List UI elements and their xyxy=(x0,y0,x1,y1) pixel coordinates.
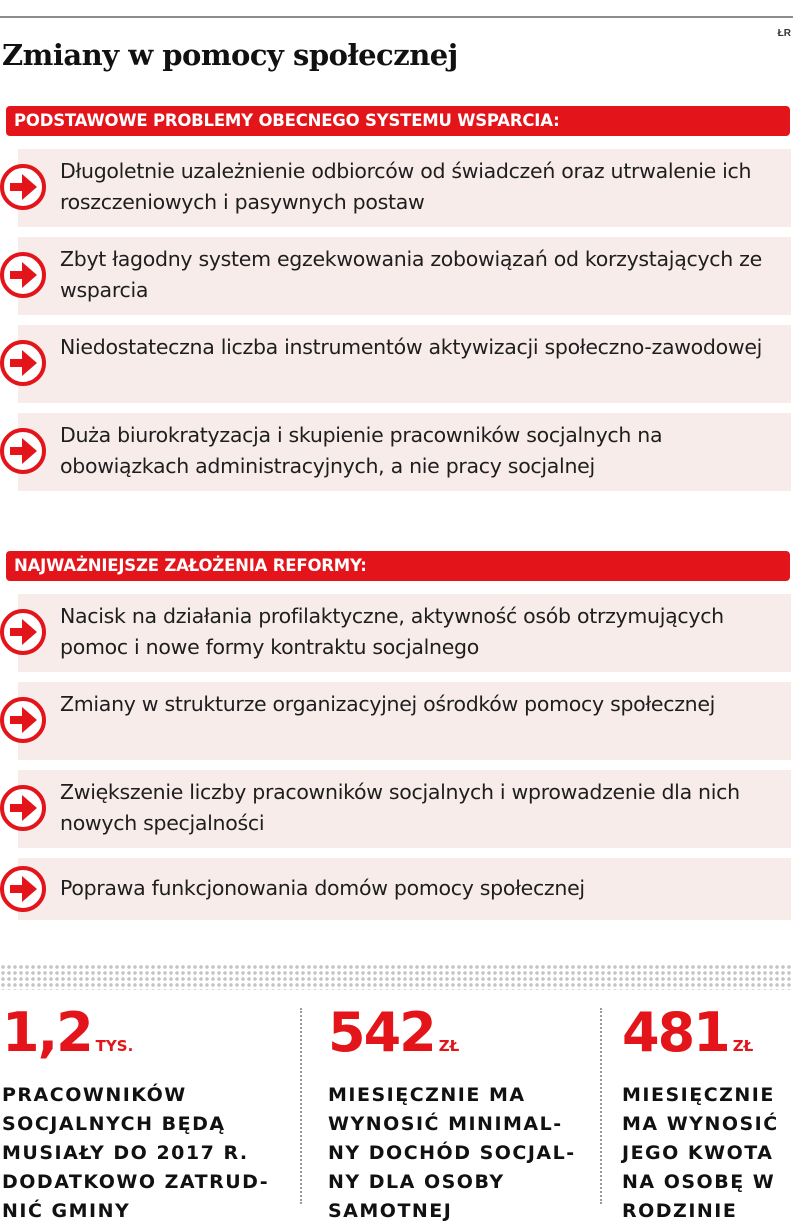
section-header-problems: PODSTAWOWE PROBLEMY OBECNEGO SYSTEMU WSPARCIA: xyxy=(6,106,790,136)
dotted-separator xyxy=(0,964,793,990)
item-text: Duża biurokratyzacja i skupienie pracowników socjalnych na obowiązkach administracyjnych, a nie pracy socjalnej xyxy=(60,423,663,478)
problem-item xyxy=(0,237,795,315)
arrow-right-icon xyxy=(0,252,46,298)
problem-item xyxy=(0,413,795,491)
stat-description: PRACOWNIKÓW SOCJALNYCH BĘDĄ MUSIAŁY DO 2017 R. DODATKOWO ZATRUD-NIĆ GMINY xyxy=(2,1084,270,1222)
stat-value-line xyxy=(2,1002,292,1077)
column-divider xyxy=(600,1008,602,1204)
arrow-right-icon xyxy=(0,785,46,831)
problem-item xyxy=(0,149,795,227)
stat-workers xyxy=(2,1002,292,1226)
reform-item xyxy=(0,682,795,760)
reform-item xyxy=(0,594,795,672)
section-header-reform: NAJWAŻNIEJSZE ZAŁOŻENIA REFORMY: xyxy=(6,551,790,581)
author-credit: ŁR xyxy=(777,28,791,39)
item-text: Zmiany w strukturze organizacyjnej ośrodków pomocy społecznej xyxy=(60,692,716,716)
problem-item xyxy=(0,325,795,403)
stat-value: 542 xyxy=(328,1001,435,1064)
stat-value: 481 xyxy=(622,1001,729,1064)
stat-unit: ZŁ xyxy=(438,1037,460,1055)
stat-unit: ZŁ xyxy=(732,1037,754,1055)
stat-value-line xyxy=(328,1002,590,1077)
item-text: Długoletnie uzależnienie odbiorców od świadczeń oraz utrwalenie ich roszczeniowych i pasywnych postaw xyxy=(60,159,752,214)
stat-min-income xyxy=(328,1002,590,1226)
page-title: Zmiany w pomocy społecznej xyxy=(2,38,458,72)
arrow-right-icon xyxy=(0,428,46,474)
arrow-right-icon xyxy=(0,164,46,210)
stat-value-line xyxy=(622,1002,800,1077)
arrow-right-icon xyxy=(0,609,46,655)
arrow-right-icon xyxy=(0,866,46,912)
top-rule xyxy=(0,16,793,18)
stat-description: MIESIĘCZNIE MA WYNOSIĆ JEGO KWOTA NA OSOBĘ W RODZINIE xyxy=(622,1084,779,1222)
stat-family-income xyxy=(622,1002,800,1226)
reform-item xyxy=(0,858,795,920)
item-text: Zwiększenie liczby pracowników socjalnych i wprowadzenie dla nich nowych specjalności xyxy=(60,780,740,835)
item-text: Nacisk na działania profilaktyczne, aktywność osób otrzymujących pomoc i nowe formy kontraktu socjalnego xyxy=(60,604,724,659)
stat-description: MIESIĘCZNIE MA WYNOSIĆ MINIMAL-NY DOCHÓD SOCJAL-NY DLA OSOBY SAMOTNEJ xyxy=(328,1084,576,1222)
reform-item xyxy=(0,770,795,848)
arrow-right-icon xyxy=(0,697,46,743)
column-divider xyxy=(300,1008,302,1204)
item-text: Niedostateczna liczba instrumentów aktywizacji społeczno-zawodowej xyxy=(60,335,763,359)
stat-value: 1,2 xyxy=(2,1001,92,1064)
item-text: Zbyt łagodny system egzekwowania zobowiązań od korzystających ze wsparcia xyxy=(60,247,762,302)
stat-unit: TYS. xyxy=(95,1037,134,1055)
item-text: Poprawa funkcjonowania domów pomocy społecznej xyxy=(60,876,585,900)
arrow-right-icon xyxy=(0,340,46,386)
